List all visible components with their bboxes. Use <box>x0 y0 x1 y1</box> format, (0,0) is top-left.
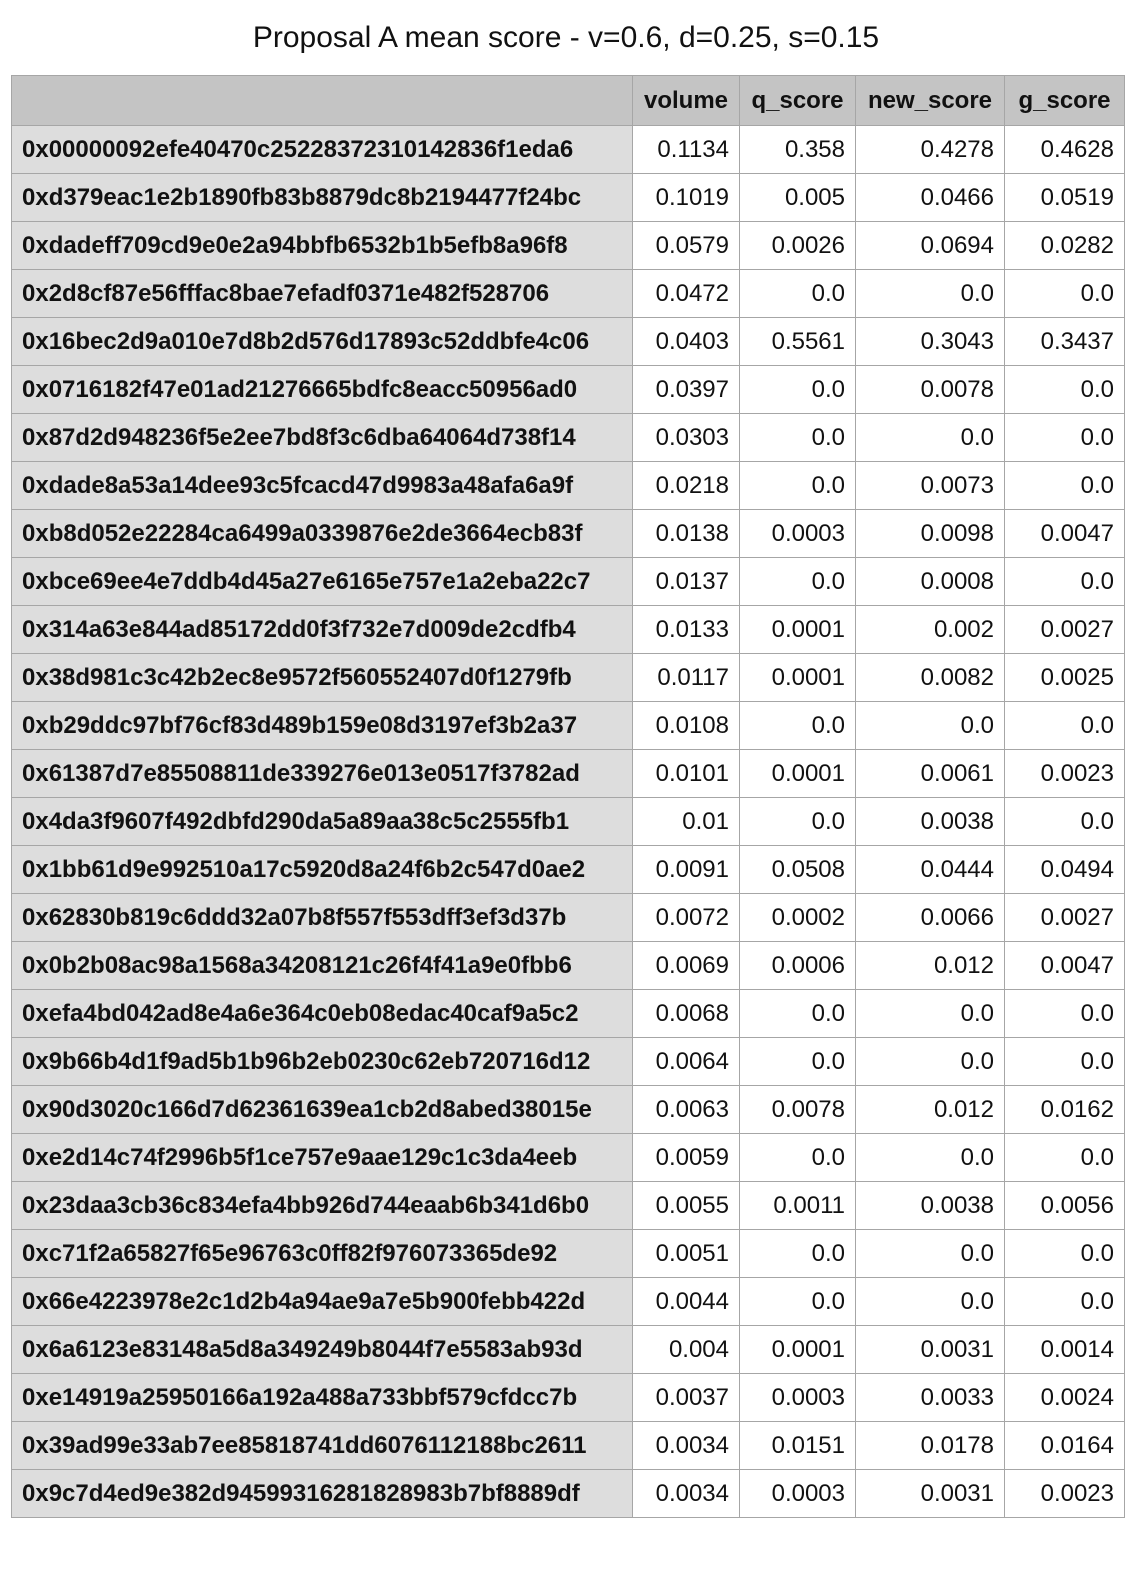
cell-q-score: 0.0003 <box>740 1374 856 1422</box>
table-row <box>12 1086 1125 1134</box>
cell-volume: 0.0108 <box>633 702 740 750</box>
cell-g-score: 0.4628 <box>1005 126 1125 174</box>
cell-new-score: 0.002 <box>856 606 1005 654</box>
cell-g-score: 0.0023 <box>1005 750 1125 798</box>
cell-q-score: 0.0001 <box>740 654 856 702</box>
cell-volume: 0.0303 <box>633 414 740 462</box>
cell-volume: 0.0579 <box>633 222 740 270</box>
table-row <box>12 510 1125 558</box>
cell-new-score: 0.0033 <box>856 1374 1005 1422</box>
table-row <box>12 1182 1125 1230</box>
header-index <box>12 76 633 126</box>
row-address: 0x9c7d4ed9e382d94599316281828983b7bf8889df <box>12 1470 633 1518</box>
cell-new-score: 0.0078 <box>856 366 1005 414</box>
row-address: 0x66e4223978e2c1d2b4a94ae9a7e5b900febb422d <box>12 1278 633 1326</box>
table-row <box>12 750 1125 798</box>
cell-q-score: 0.0003 <box>740 1470 856 1518</box>
cell-new-score: 0.0073 <box>856 462 1005 510</box>
cell-q-score: 0.0001 <box>740 606 856 654</box>
cell-volume: 0.0064 <box>633 1038 740 1086</box>
cell-volume: 0.1019 <box>633 174 740 222</box>
cell-new-score: 0.0 <box>856 1038 1005 1086</box>
cell-volume: 0.01 <box>633 798 740 846</box>
cell-g-score: 0.0027 <box>1005 894 1125 942</box>
table-row <box>12 798 1125 846</box>
table-row <box>12 1230 1125 1278</box>
cell-new-score: 0.0 <box>856 1278 1005 1326</box>
table-row <box>12 558 1125 606</box>
cell-g-score: 0.0056 <box>1005 1182 1125 1230</box>
cell-new-score: 0.0098 <box>856 510 1005 558</box>
table-body <box>12 126 1125 1518</box>
cell-g-score: 0.0 <box>1005 414 1125 462</box>
cell-g-score: 0.0164 <box>1005 1422 1125 1470</box>
cell-volume: 0.0044 <box>633 1278 740 1326</box>
table-row <box>12 654 1125 702</box>
cell-q-score: 0.0006 <box>740 942 856 990</box>
cell-new-score: 0.0 <box>856 1134 1005 1182</box>
row-address: 0x23daa3cb36c834efa4bb926d744eaab6b341d6b0 <box>12 1182 633 1230</box>
cell-volume: 0.0063 <box>633 1086 740 1134</box>
row-address: 0x1bb61d9e992510a17c5920d8a24f6b2c547d0ae2 <box>12 846 633 894</box>
table-row <box>12 942 1125 990</box>
cell-g-score: 0.0 <box>1005 1230 1125 1278</box>
cell-new-score: 0.012 <box>856 1086 1005 1134</box>
cell-new-score: 0.0444 <box>856 846 1005 894</box>
row-address: 0x314a63e844ad85172dd0f3f732e7d009de2cdfb4 <box>12 606 633 654</box>
table-row <box>12 462 1125 510</box>
table-row <box>12 1374 1125 1422</box>
cell-volume: 0.0101 <box>633 750 740 798</box>
row-address: 0x2d8cf87e56fffac8bae7efadf0371e482f528706 <box>12 270 633 318</box>
table-row <box>12 318 1125 366</box>
cell-g-score: 0.0 <box>1005 990 1125 1038</box>
row-address: 0x38d981c3c42b2ec8e9572f560552407d0f1279fb <box>12 654 633 702</box>
cell-q-score: 0.0011 <box>740 1182 856 1230</box>
cell-volume: 0.0138 <box>633 510 740 558</box>
cell-new-score: 0.0066 <box>856 894 1005 942</box>
cell-q-score: 0.0 <box>740 1134 856 1182</box>
table-row <box>12 1038 1125 1086</box>
cell-volume: 0.0117 <box>633 654 740 702</box>
table-row <box>12 1278 1125 1326</box>
cell-g-score: 0.0 <box>1005 366 1125 414</box>
cell-volume: 0.0068 <box>633 990 740 1038</box>
cell-g-score: 0.0 <box>1005 702 1125 750</box>
score-table <box>11 75 1125 1518</box>
cell-new-score: 0.0178 <box>856 1422 1005 1470</box>
cell-q-score: 0.0 <box>740 702 856 750</box>
cell-g-score: 0.0 <box>1005 798 1125 846</box>
row-address: 0xb29ddc97bf76cf83d489b159e08d3197ef3b2a37 <box>12 702 633 750</box>
table-row <box>12 366 1125 414</box>
table-row <box>12 702 1125 750</box>
cell-g-score: 0.0 <box>1005 558 1125 606</box>
table-header <box>12 76 1125 126</box>
cell-new-score: 0.3043 <box>856 318 1005 366</box>
cell-new-score: 0.0 <box>856 990 1005 1038</box>
row-address: 0x0b2b08ac98a1568a34208121c26f4f41a9e0fbb6 <box>12 942 633 990</box>
cell-q-score: 0.0001 <box>740 1326 856 1374</box>
cell-q-score: 0.0 <box>740 414 856 462</box>
cell-volume: 0.0034 <box>633 1422 740 1470</box>
cell-q-score: 0.0 <box>740 270 856 318</box>
cell-q-score: 0.0001 <box>740 750 856 798</box>
cell-new-score: 0.0 <box>856 1230 1005 1278</box>
cell-volume: 0.0037 <box>633 1374 740 1422</box>
cell-g-score: 0.0494 <box>1005 846 1125 894</box>
table-row <box>12 1326 1125 1374</box>
row-address: 0x62830b819c6ddd32a07b8f557f553dff3ef3d37b <box>12 894 633 942</box>
row-address: 0xd379eac1e2b1890fb83b8879dc8b2194477f24bc <box>12 174 633 222</box>
row-address: 0xe14919a25950166a192a488a733bbf579cfdcc7b <box>12 1374 633 1422</box>
cell-g-score: 0.0047 <box>1005 510 1125 558</box>
cell-new-score: 0.0061 <box>856 750 1005 798</box>
cell-q-score: 0.0 <box>740 1230 856 1278</box>
cell-g-score: 0.3437 <box>1005 318 1125 366</box>
cell-q-score: 0.0002 <box>740 894 856 942</box>
cell-g-score: 0.0 <box>1005 1134 1125 1182</box>
cell-q-score: 0.0 <box>740 1278 856 1326</box>
cell-volume: 0.0137 <box>633 558 740 606</box>
cell-g-score: 0.0 <box>1005 1278 1125 1326</box>
cell-q-score: 0.0 <box>740 798 856 846</box>
cell-g-score: 0.0282 <box>1005 222 1125 270</box>
cell-g-score: 0.0023 <box>1005 1470 1125 1518</box>
row-address: 0x4da3f9607f492dbfd290da5a89aa38c5c2555fb1 <box>12 798 633 846</box>
cell-q-score: 0.0026 <box>740 222 856 270</box>
table-row <box>12 414 1125 462</box>
cell-volume: 0.0133 <box>633 606 740 654</box>
cell-q-score: 0.0003 <box>740 510 856 558</box>
cell-new-score: 0.0008 <box>856 558 1005 606</box>
table-row <box>12 1470 1125 1518</box>
cell-q-score: 0.358 <box>740 126 856 174</box>
cell-g-score: 0.0162 <box>1005 1086 1125 1134</box>
table-row <box>12 846 1125 894</box>
cell-new-score: 0.0466 <box>856 174 1005 222</box>
cell-new-score: 0.4278 <box>856 126 1005 174</box>
cell-new-score: 0.012 <box>856 942 1005 990</box>
cell-new-score: 0.0 <box>856 270 1005 318</box>
cell-g-score: 0.0 <box>1005 1038 1125 1086</box>
row-address: 0xefa4bd042ad8e4a6e364c0eb08edac40caf9a5c2 <box>12 990 633 1038</box>
table-row <box>12 606 1125 654</box>
cell-new-score: 0.0 <box>856 702 1005 750</box>
cell-new-score: 0.0031 <box>856 1326 1005 1374</box>
row-address: 0x9b66b4d1f9ad5b1b96b2eb0230c62eb720716d12 <box>12 1038 633 1086</box>
header-new-score: new_score <box>856 76 1005 126</box>
row-address: 0x90d3020c166d7d62361639ea1cb2d8abed38015e <box>12 1086 633 1134</box>
header-row <box>12 76 1125 126</box>
row-address: 0xdadeff709cd9e0e2a94bbfb6532b1b5efb8a96f8 <box>12 222 633 270</box>
cell-q-score: 0.0 <box>740 462 856 510</box>
cell-volume: 0.0051 <box>633 1230 740 1278</box>
cell-new-score: 0.0038 <box>856 798 1005 846</box>
table-row <box>12 1134 1125 1182</box>
row-address: 0xdade8a53a14dee93c5fcacd47d9983a48afa6a9f <box>12 462 633 510</box>
cell-new-score: 0.0038 <box>856 1182 1005 1230</box>
row-address: 0x39ad99e33ab7ee85818741dd6076112188bc2611 <box>12 1422 633 1470</box>
row-address: 0x00000092efe40470c25228372310142836f1eda6 <box>12 126 633 174</box>
row-address: 0xb8d052e22284ca6499a0339876e2de3664ecb83f <box>12 510 633 558</box>
cell-g-score: 0.0519 <box>1005 174 1125 222</box>
cell-volume: 0.0397 <box>633 366 740 414</box>
table-title: Proposal A mean score - v=0.6, d=0.25, s=0.15 <box>252 21 880 54</box>
row-address: 0xe2d14c74f2996b5f1ce757e9aae129c1c3da4eeb <box>12 1134 633 1182</box>
row-address: 0x87d2d948236f5e2ee7bd8f3c6dba64064d738f14 <box>12 414 633 462</box>
table-row <box>12 126 1125 174</box>
table-row <box>12 174 1125 222</box>
cell-volume: 0.0218 <box>633 462 740 510</box>
cell-q-score: 0.0078 <box>740 1086 856 1134</box>
cell-volume: 0.004 <box>633 1326 740 1374</box>
header-g-score: g_score <box>1005 76 1125 126</box>
table-row <box>12 894 1125 942</box>
table-row <box>12 990 1125 1038</box>
row-address: 0xc71f2a65827f65e96763c0ff82f976073365de92 <box>12 1230 633 1278</box>
cell-new-score: 0.0082 <box>856 654 1005 702</box>
row-address: 0x0716182f47e01ad21276665bdfc8eacc50956ad0 <box>12 366 633 414</box>
row-address: 0x6a6123e83148a5d8a349249b8044f7e5583ab93d <box>12 1326 633 1374</box>
table-row <box>12 222 1125 270</box>
cell-g-score: 0.0 <box>1005 270 1125 318</box>
cell-volume: 0.0069 <box>633 942 740 990</box>
cell-q-score: 0.5561 <box>740 318 856 366</box>
cell-g-score: 0.0047 <box>1005 942 1125 990</box>
cell-g-score: 0.0025 <box>1005 654 1125 702</box>
cell-volume: 0.0091 <box>633 846 740 894</box>
header-volume: volume <box>633 76 740 126</box>
cell-q-score: 0.0151 <box>740 1422 856 1470</box>
cell-g-score: 0.0027 <box>1005 606 1125 654</box>
cell-q-score: 0.0 <box>740 366 856 414</box>
cell-new-score: 0.0694 <box>856 222 1005 270</box>
cell-volume: 0.0403 <box>633 318 740 366</box>
cell-volume: 0.0055 <box>633 1182 740 1230</box>
cell-new-score: 0.0 <box>856 414 1005 462</box>
row-address: 0x61387d7e85508811de339276e013e0517f3782ad <box>12 750 633 798</box>
cell-q-score: 0.0 <box>740 990 856 1038</box>
cell-g-score: 0.0014 <box>1005 1326 1125 1374</box>
header-q-score: q_score <box>740 76 856 126</box>
table-row <box>12 270 1125 318</box>
cell-q-score: 0.0508 <box>740 846 856 894</box>
cell-q-score: 0.005 <box>740 174 856 222</box>
cell-q-score: 0.0 <box>740 1038 856 1086</box>
cell-g-score: 0.0 <box>1005 462 1125 510</box>
cell-volume: 0.0034 <box>633 1470 740 1518</box>
cell-q-score: 0.0 <box>740 558 856 606</box>
cell-volume: 0.0059 <box>633 1134 740 1182</box>
table-row <box>12 1422 1125 1470</box>
cell-volume: 0.0472 <box>633 270 740 318</box>
cell-new-score: 0.0031 <box>856 1470 1005 1518</box>
cell-volume: 0.0072 <box>633 894 740 942</box>
cell-g-score: 0.0024 <box>1005 1374 1125 1422</box>
cell-volume: 0.1134 <box>633 126 740 174</box>
row-address: 0x16bec2d9a010e7d8b2d576d17893c52ddbfe4c06 <box>12 318 633 366</box>
row-address: 0xbce69ee4e7ddb4d45a27e6165e757e1a2eba22c7 <box>12 558 633 606</box>
